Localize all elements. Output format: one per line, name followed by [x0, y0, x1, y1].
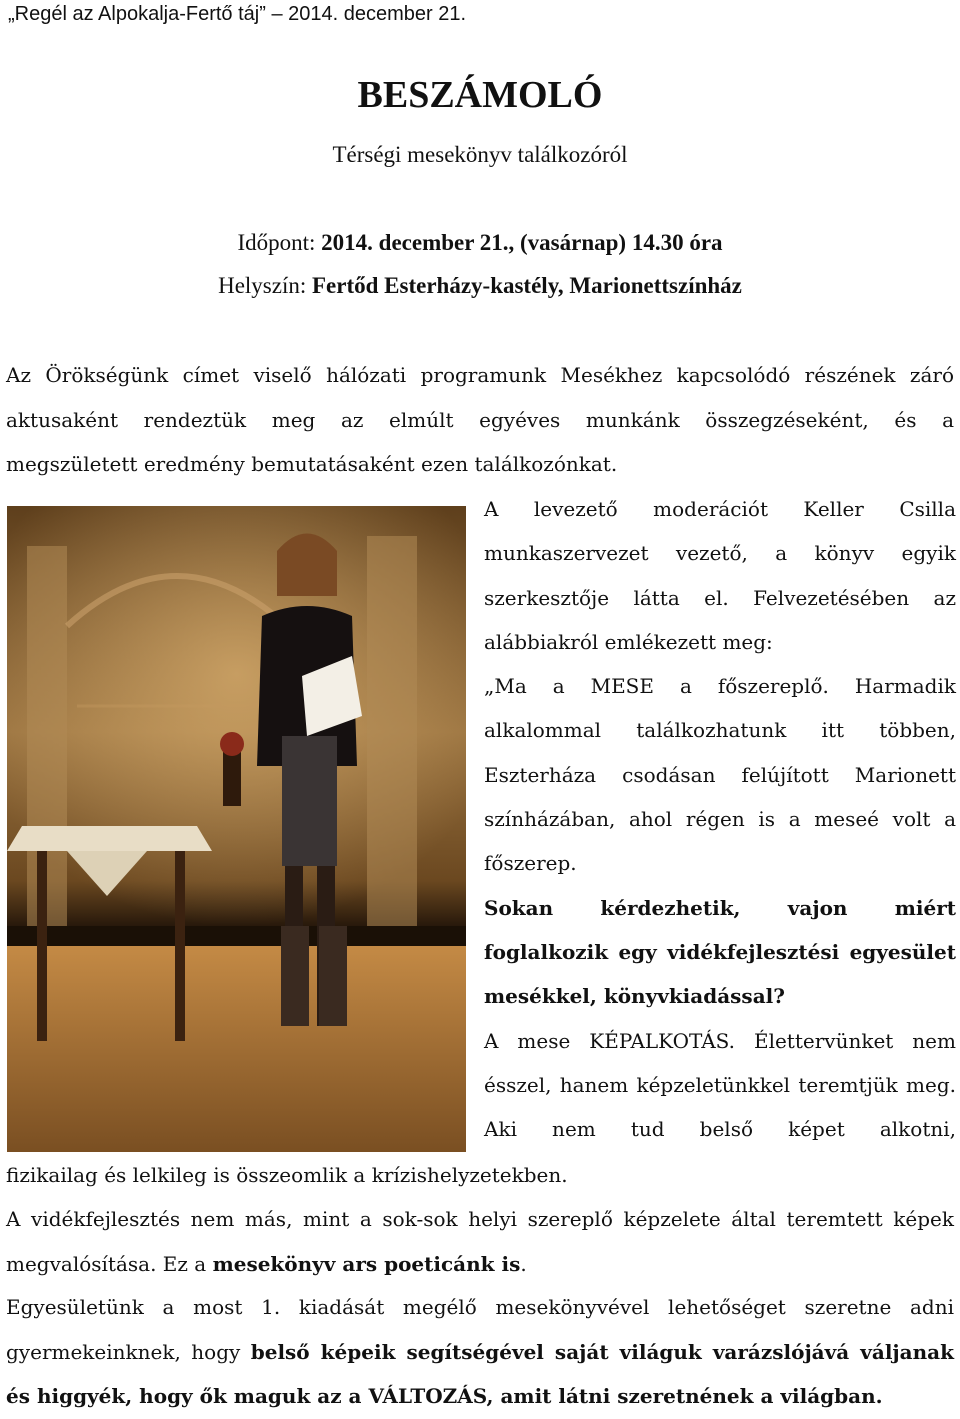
closing-line-2: [6, 1330, 954, 1375]
imagination-paragraph: A mese KÉPALKOTÁS. Élettervünket nem ésszel, hanem képzeletünkkel teremtjük meg. Aki nem tud belső képet alkotni,: [484, 1028, 956, 1142]
closing-bold-1: belső képeik segítségével saját világuk varázslójává váljanak: [250, 1339, 954, 1364]
intro-line-1: Az Örökségünk címet viselő hálózati programunk Mesékhez kapcsolódó részének záró: [6, 363, 954, 387]
quote-paragraph: „Ma a MESE a főszereplő. Harmadik alkalommal találkozhatunk itt többen, Eszterháza csodásan felújított Marionett színházában, ahol régen is a meseé volt a főszerep.: [484, 674, 956, 876]
place-label: Helyszín:: [218, 273, 312, 298]
right-column: [484, 487, 956, 1151]
time-value: 2014. december 21., (vasárnap) 14.30 óra: [321, 230, 723, 255]
closing-line-1: Egyesületünk a most 1. kiadását megélő mesekönyvével lehetőséget szeretne adni: [6, 1295, 954, 1319]
closing-text: gyermekeinknek, hogy: [6, 1339, 251, 1364]
header-line: „Regél az Alpokalja-Fertő táj” – 2014. december 21.: [8, 3, 467, 25]
page-title: BESZÁMOLÓ: [357, 74, 603, 116]
event-photo: [7, 506, 466, 1152]
intro-line-3: megszületett eredmény bemutatásaként ezen találkozónkat.: [6, 452, 618, 476]
development-line-1: A vidékfejlesztés nem más, mint a sok-sok helyi szereplő képzelete által teremtett képek: [6, 1207, 954, 1231]
development-paragraph: [6, 1197, 954, 1286]
closing-paragraph: [6, 1285, 954, 1419]
intro-line-2: aktusaként rendeztük meg az elmúlt egyéves munkánk összegzéseként, és a: [6, 407, 954, 432]
closing-line-3: [6, 1374, 954, 1419]
time-label: Időpont:: [237, 230, 322, 255]
place-value: Fertőd Esterházy-kastély, Marionettszínház: [312, 273, 742, 298]
development-end: .: [520, 1251, 527, 1276]
ars-poetica-bold: mesekönyv ars poeticánk is: [212, 1251, 521, 1276]
question-paragraph: Sokan kérdezhetik, vajon miért foglalkozik egy vidékfejlesztési egyesület mesékkel, könyvkiadással?: [484, 895, 956, 1009]
moderator-paragraph: A levezető moderációt Keller Csilla munkaszervezet vezető, a könyv egyik szerkesztője látta el. Felvezetésében az alábbiakról emlékezett meg:: [484, 497, 956, 654]
intro-paragraph: [6, 353, 954, 487]
continuation-line: fizikailag és lelkileg is összeomlik a krízishelyzetekben.: [6, 1163, 568, 1187]
closing-bold-2: és higgyék, hogy ők maguk az a VÁLTOZÁS, amit látni szeretnének a világban.: [6, 1384, 883, 1408]
development-text: megvalósítása. Ez a: [6, 1251, 213, 1276]
page-subtitle: Térségi mesekönyv találkozóról: [332, 142, 628, 167]
event-time: [0, 228, 960, 258]
development-line-2: [6, 1242, 954, 1287]
event-place: [0, 271, 960, 301]
